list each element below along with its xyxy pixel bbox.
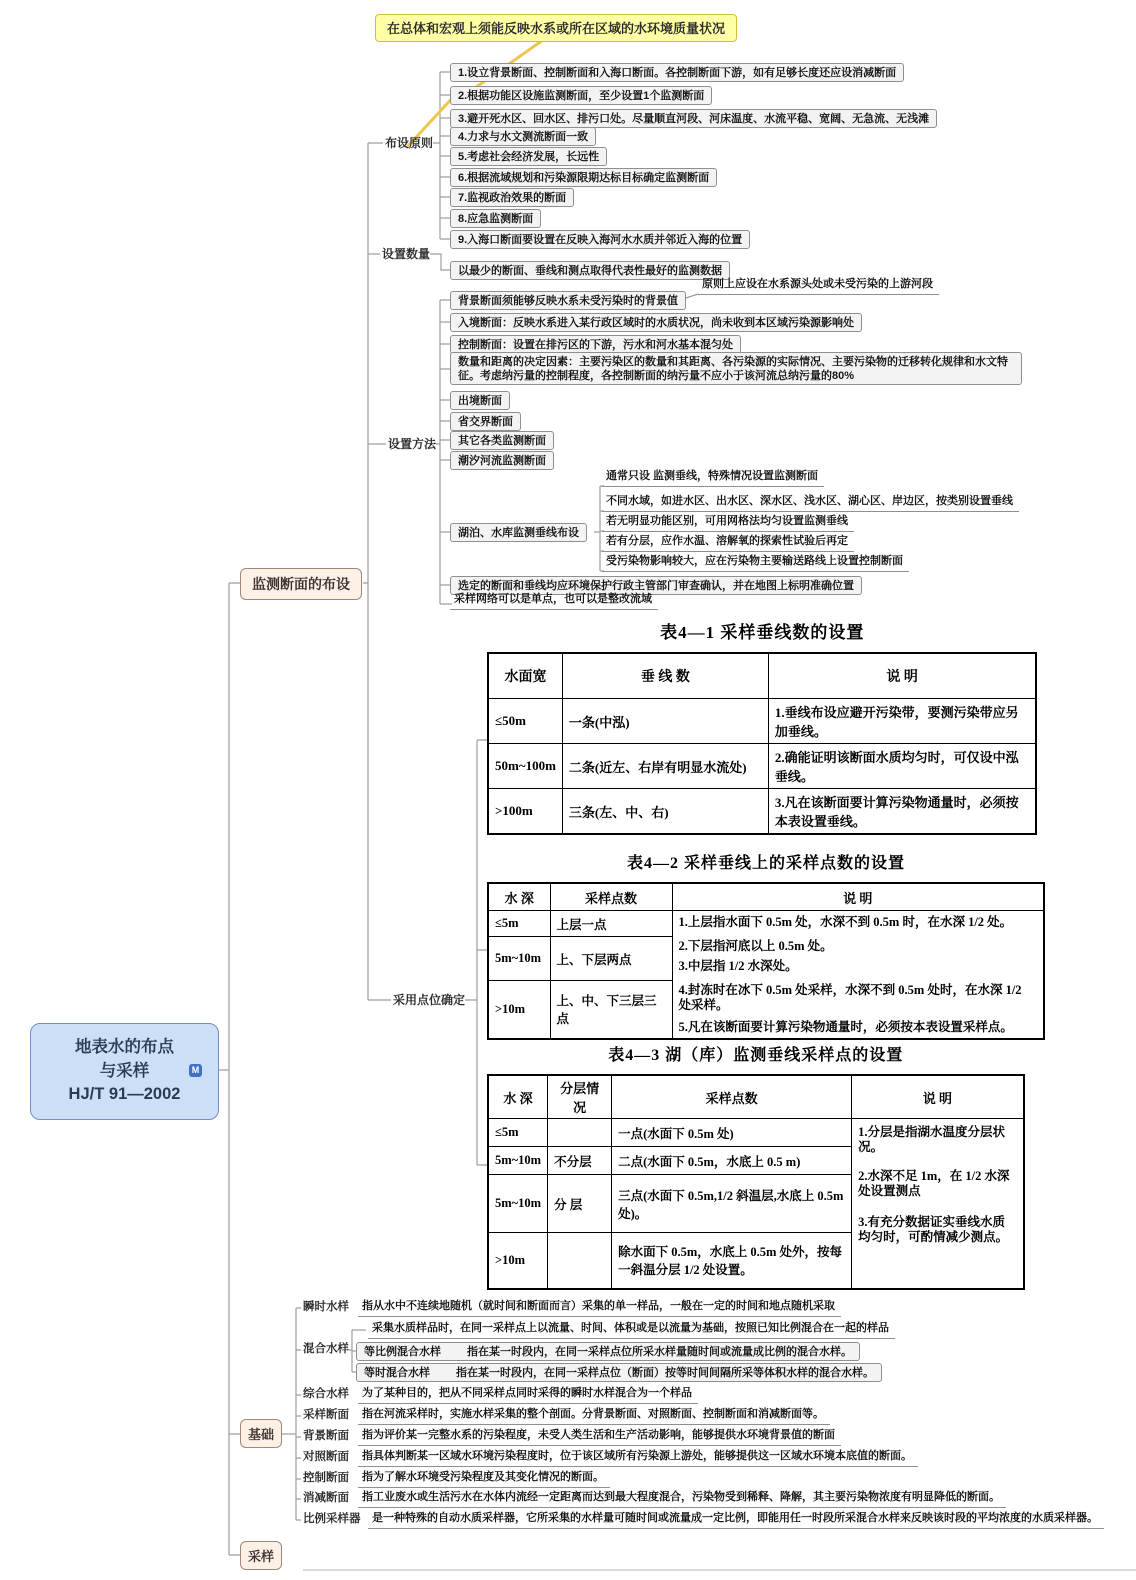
- table-cell: 5m~10m: [488, 937, 550, 981]
- label-methods[interactable]: 设置方法: [388, 437, 437, 451]
- term-label[interactable]: 消减断面: [303, 1492, 349, 1504]
- term-def[interactable]: 指具体判断某一区域水环境污染程度时，位于该区域所有污染源上游处，能够提供这一区域水环境本底值的断面。: [358, 1450, 918, 1467]
- term-def[interactable]: 是一种特殊的自动水质采样器，它所采集的水样量可随时间或流量成一定比例，即能用任一时段所采混合水样来反映该时段的平均浓度的水质采样器。: [368, 1512, 1104, 1529]
- table-cell: 一条(中泓): [562, 699, 768, 744]
- table-4-1[interactable]: [487, 618, 1037, 835]
- note-line: 3.有充分数据证实垂线水质均匀时，可酌情减少测点。: [858, 1215, 1009, 1244]
- principle-item[interactable]: 8.应急监测断面: [450, 209, 541, 228]
- term-mixed-def[interactable]: 采集水质样品时，在同一采样点上以流量、时间、体积或是以流量为基础，按照已知比例混合在一起的样品: [368, 1322, 895, 1339]
- table-4-1-title: 表4—1 采样垂线数的设置: [660, 623, 865, 642]
- note-line: 2.水深不足 1m，在 1/2 水深处设置测点: [858, 1169, 1010, 1198]
- method-network[interactable]: 采样网络可以是单点，也可以是整改流域: [450, 593, 658, 610]
- table-cell: 不分层: [548, 1147, 612, 1175]
- table-cell: 上层一点: [550, 911, 672, 937]
- principle-item[interactable]: 2.根据功能区设施监测断面，至少设置1个监测断面: [450, 86, 712, 105]
- table-4-3-title: 表4—3 湖（库）监测垂线采样点的设置: [608, 1047, 904, 1064]
- root-title-line3: HJ/T 91—2002: [68, 1085, 181, 1104]
- table-cell: >10m: [488, 1233, 548, 1289]
- table-cell: 一点(水面下 0.5m 处): [612, 1119, 852, 1147]
- label-layout-principles[interactable]: 布设原则: [385, 136, 434, 150]
- term-label[interactable]: 对照断面: [303, 1451, 349, 1463]
- column-header: 垂 线 数: [562, 653, 768, 699]
- table-4-2[interactable]: [487, 850, 1045, 1040]
- table-cell: [548, 1119, 612, 1147]
- method-background-section[interactable]: 背景断面须能够反映水系未受污染时的背景值: [450, 291, 686, 310]
- principle-item[interactable]: 4.力求与水文测流断面一致: [450, 127, 596, 146]
- table-cell: ≤5m: [488, 911, 550, 937]
- term-instant-sample[interactable]: 瞬时水样: [303, 1301, 349, 1313]
- table-4-1-grid: [487, 652, 1037, 835]
- principle-item[interactable]: 7.监视政治效果的断面: [450, 188, 574, 207]
- table-cell: 上、中、下三层三点: [550, 981, 672, 1039]
- table-cell: 上、下层两点: [550, 937, 672, 981]
- method-exit-section[interactable]: 出境断面: [450, 391, 510, 410]
- root-topic[interactable]: [30, 1023, 219, 1120]
- column-header: 说 明: [852, 1075, 1024, 1119]
- table-4-3[interactable]: [487, 1042, 1025, 1290]
- lake-item[interactable]: 受污染物影响较大，应在污染物主要输送路线上设置控制断面: [602, 555, 909, 572]
- term-label[interactable]: 比例采样器: [303, 1513, 361, 1525]
- term-def[interactable]: 指在河流采样时，实施水样采集的整个剖面。分背景断面、对照断面、控制断面和消减断面等。: [358, 1408, 830, 1425]
- table-row: [488, 1119, 1024, 1147]
- table-cell: 1.垂线布设应避开污染带，要测污染带应另加垂线。: [768, 699, 1036, 744]
- lake-item[interactable]: 若无明显功能区别，可用网格法均匀设置监测垂线: [602, 515, 854, 532]
- table-cell: 分 层: [548, 1175, 612, 1233]
- table-notes-cell: [852, 1119, 1024, 1289]
- term-mixed-sample[interactable]: 混合水样: [303, 1343, 349, 1355]
- table-cell: 5m~10m: [488, 1175, 548, 1233]
- table-cell: 二点(水面下 0.5m，水底上 0.5 m): [612, 1147, 852, 1175]
- column-header: 采样点数: [550, 883, 672, 911]
- table-row: [488, 911, 1044, 937]
- method-entry-section[interactable]: 入境断面：反映水系进入某行政区域时的水质状况，尚未收到本区域污染源影响处: [450, 313, 862, 332]
- callout-note[interactable]: 在总体和宏观上须能反映水系或所在区域的水环境质量状况: [375, 14, 737, 42]
- column-header: 说 明: [672, 883, 1044, 911]
- term-def[interactable]: 指工业废水或生活污水在水体内流经一定距离而达到最大程度混合，污染物受到稀释、降解，其主要污染物浓度有明显降低的断面。: [358, 1491, 1006, 1508]
- term-label[interactable]: 背景断面: [303, 1430, 349, 1442]
- method-control-section[interactable]: 控制断面：设置在排污区的下游，污水和河水基本混匀处: [450, 335, 741, 354]
- root-title-line1: 地表水的布点: [75, 1037, 174, 1056]
- note-line: 1.上层指水面下 0.5m 处，水深不到 0.5m 时，在水深 1/2 处。: [678, 915, 1013, 929]
- branch-monitoring-sections[interactable]: 监测断面的布设: [240, 568, 362, 600]
- table-4-2-title: 表4—2 采样垂线上的采样点数的设置: [626, 855, 905, 872]
- sub-term: 等时混合水样: [364, 1367, 430, 1379]
- method-province-boundary-section[interactable]: 省交界断面: [450, 412, 521, 431]
- note-line: 4.封冻时在冰下 0.5m 处采样，水深不到 0.5m 处时，在水深 1/2 处采样。: [678, 983, 1022, 1012]
- sub-def: 指在某一时段内，在同一采样点位（断面）按等时间间隔所采等体积水样的混合水样。: [456, 1367, 874, 1379]
- lake-item[interactable]: 不同水域，如进水区、出水区、深水区、浅水区、湖心区、岸边区，按类别设置垂线: [602, 495, 1019, 512]
- method-tidal-sections[interactable]: 潮汐河流监测断面: [450, 451, 554, 470]
- table-cell: ≤50m: [488, 699, 562, 744]
- term-equal-time-mixed[interactable]: [356, 1363, 882, 1382]
- principle-item[interactable]: 6.根据流域规划和污染源限期达标目标确定监测断面: [450, 168, 717, 187]
- bottom-divider: [303, 1569, 1136, 1571]
- term-instant-def[interactable]: 指从水中不连续地随机（就时间和断面而言）采集的单一样品，一般在一定的时间和地点随机采取: [358, 1300, 841, 1317]
- quantity-item[interactable]: 以最少的断面、垂线和测点取得代表性最好的监测数据: [450, 261, 730, 280]
- term-def[interactable]: 指为了解水环境受污染程度及其变化情况的断面。: [358, 1471, 610, 1488]
- table-4-2-grid: [487, 882, 1045, 1040]
- lake-reservoir-node[interactable]: 湖泊、水库监测垂线布设: [450, 523, 587, 542]
- table-cell: 50m~100m: [488, 744, 562, 789]
- principle-item[interactable]: 5.考虑社会经济发展，长远性: [450, 147, 607, 166]
- sub-term: 等比例混合水样: [364, 1346, 441, 1358]
- root-title-line2: 与采样: [99, 1061, 150, 1080]
- table-notes-cell: [672, 911, 1044, 1039]
- note-line: 2.下层指河底以上 0.5m 处。: [678, 939, 833, 953]
- note-line: 5.凡在该断面要计算污染物通量时，必须按本表设置采样点。: [678, 1020, 1013, 1034]
- marker-icon[interactable]: M: [189, 1064, 202, 1077]
- method-background-note[interactable]: 原则上应设在水系源头处或未受污染的上游河段: [698, 278, 939, 295]
- note-line: 3.中层指 1/2 水深处。: [678, 959, 798, 973]
- label-point-positions[interactable]: 采用点位确定: [393, 993, 466, 1007]
- method-other-sections[interactable]: 其它各类监测断面: [450, 431, 554, 450]
- column-header: 水 深: [488, 1075, 548, 1119]
- branch-sampling[interactable]: 采样: [240, 1541, 282, 1570]
- term-label[interactable]: 控制断面: [303, 1472, 349, 1484]
- table-cell: [548, 1233, 612, 1289]
- lake-item[interactable]: 通常只设 监测垂线，特殊情况设置监测断面: [602, 470, 824, 487]
- column-header: 分层情况: [548, 1075, 612, 1119]
- column-header: 采样点数: [612, 1075, 852, 1119]
- column-header: 水 深: [488, 883, 550, 911]
- table-cell: 三条(左、中、右): [562, 789, 768, 835]
- term-def[interactable]: 为了某种目的，把从不同采样点同时采得的瞬时水样混合为一个样品: [358, 1387, 698, 1404]
- table-cell: 二条(近左、右岸有明显水流处): [562, 744, 768, 789]
- table-cell: >100m: [488, 789, 562, 835]
- principle-item[interactable]: 9.入海口断面要设置在反映入海河水水质并邻近入海的位置: [450, 230, 750, 249]
- term-proportional-mixed[interactable]: [356, 1342, 860, 1361]
- principle-item[interactable]: 1.设立背景断面、控制断面和入海口断面。各控制断面下游，如有足够长度还应设消减断面: [450, 63, 904, 82]
- table-cell: 3.凡在该断面要计算污染物通量时，必须按本表设置垂线。: [768, 789, 1036, 835]
- note-line: 1.分层是指湖水温度分层状况。: [858, 1125, 1005, 1154]
- table-cell: 2.确能证明该断面水质均匀时，可仅设中泓垂线。: [768, 744, 1036, 789]
- term-def[interactable]: 指为评价某一完整水系的污染程度，未受人类生活和生产活动影响，能够提供水环境背景值的断面: [358, 1429, 841, 1446]
- column-header: 水面宽: [488, 653, 562, 699]
- table-cell: ≤5m: [488, 1119, 548, 1147]
- table-cell: 除水面下 0.5m，水底上 0.5m 处外，按每一斜温分层 1/2 处设置。: [612, 1233, 852, 1289]
- label-quantity[interactable]: 设置数量: [382, 247, 431, 261]
- method-factors[interactable]: 数量和距离的决定因素：主要污染区的数量和其距离、各污染源的实际情况、主要污染物的迁移转化规律和水文特征。考虑纳污量的控制程度，各控制断面的纳污量不应小于该河流总纳污量的80%: [450, 352, 1022, 385]
- method-confirm[interactable]: 选定的断面和垂线均应环境保护行政主管部门审查确认，并在地图上标明准确位置: [450, 576, 862, 595]
- table-cell: 三点(水面下 0.5m,1/2 斜温层,水底上 0.5m 处)。: [612, 1175, 852, 1233]
- column-header: 说 明: [768, 653, 1036, 699]
- lake-item[interactable]: 若有分层，应作水温、溶解氧的探索性试验后再定: [602, 535, 854, 552]
- term-label[interactable]: 采样断面: [303, 1409, 349, 1421]
- table-cell: 5m~10m: [488, 1147, 548, 1175]
- table-cell: >10m: [488, 981, 550, 1039]
- principle-item[interactable]: 3.避开死水区、回水区、排污口处。尽量顺直河段、河床温度、水流平稳、宽阔、无急流、无浅滩: [450, 109, 937, 128]
- table-row: [488, 699, 1036, 744]
- table-4-3-grid: [487, 1074, 1025, 1290]
- branch-basics[interactable]: 基础: [240, 1419, 282, 1448]
- table-row: [488, 789, 1036, 835]
- sub-def: 指在某一时段内，在同一采样点位所采水样量随时间或流量成比例的混合水样。: [467, 1346, 852, 1358]
- term-label[interactable]: 综合水样: [303, 1388, 349, 1400]
- table-row: [488, 744, 1036, 789]
